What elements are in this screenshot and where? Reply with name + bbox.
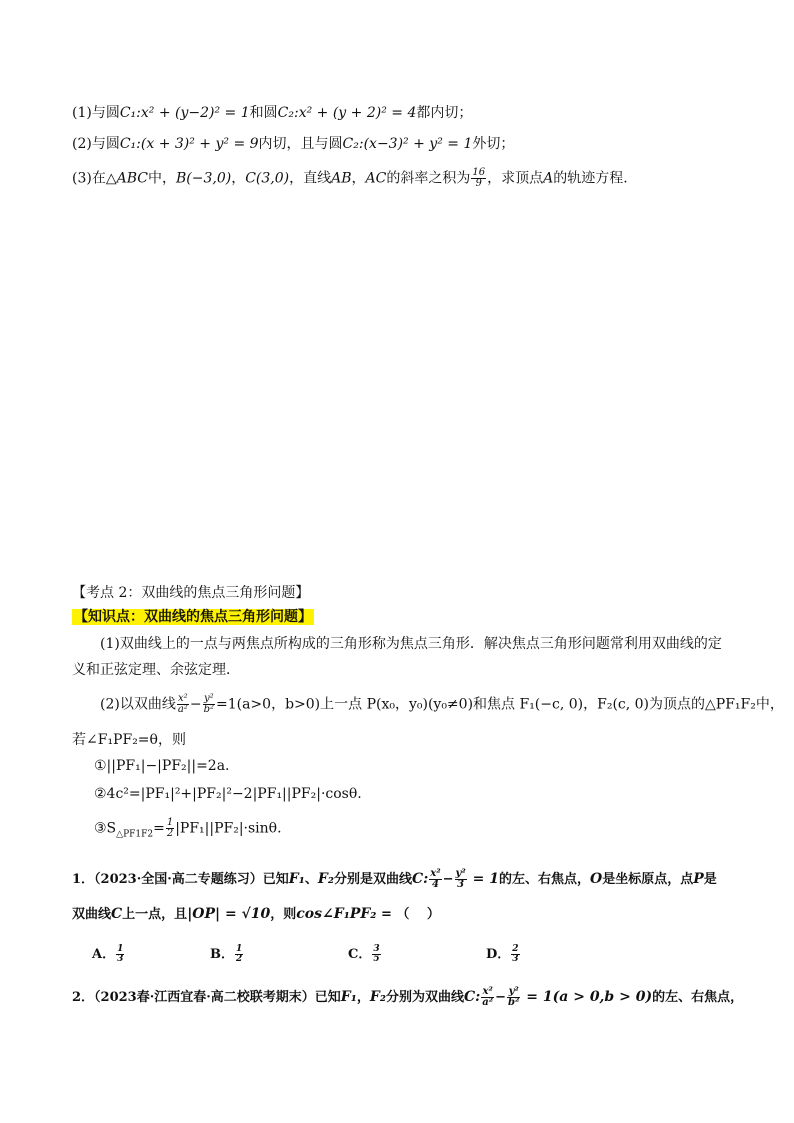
item-1-text-b: 和圆 [249,105,278,121]
knowledge-para-3: 若∠F₁PF₂=θ，则 [72,732,186,748]
item-2-text-c: 外切； [472,136,515,152]
item-3-line-ab: AB [331,170,352,187]
fraction-numerator: y² [455,868,466,879]
item-1 [72,103,472,123]
formula-3-post: |PF₁||PF₂|·sinθ. [175,820,282,837]
q1-text: 双曲线 [72,907,112,922]
kaodian-title: 【考点 2：双曲线的焦点三角形问题】 [72,585,310,601]
item-1-formula-c1: C₁:x² + (y−2)² = 1 [119,105,250,121]
fraction-numerator: x² [178,693,188,704]
fraction-numerator: 2 [512,944,519,954]
q2-text: 2．（2023春·江西宜春·高二校联考期末）已知 [72,990,341,1005]
formula-3-sub: △PF1F2 [116,829,154,840]
fraction-numerator: x² [430,868,441,879]
item-1-text-a: (1)与圆 [72,105,120,121]
q1-point-p: P [693,871,704,887]
q1-curve-c: C: [411,871,429,887]
item-3-text: ， [231,170,246,187]
choice-b-frac [235,945,243,964]
q1-f2: F₂ [317,871,334,887]
item-3-text: ， [351,170,366,187]
q2-text: 的左、右焦点， [652,990,744,1005]
q2-text: 分别为双曲线 [385,990,464,1005]
choice-c-frac [372,945,380,964]
fraction-denominator: b² [508,997,520,1008]
fraction-denominator: a² [482,997,494,1008]
choice-a-frac [116,945,124,964]
item-1-text-c: 都内切； [416,105,473,121]
q1-eq: = 1 [467,871,499,887]
q2-frac-x [481,987,494,1008]
para-2-text-post: =1(a>0，b>0)上一点 P(x₀，y₀)(y₀≠0)和焦点 F₁(−c, 0)，F₂(c, 0)为顶点的△PF₁F₂中， [215,696,784,713]
q1-text: 是 [703,872,717,887]
choice-label: B． [210,947,234,962]
formula-1: ①||PF₁|−|PF₂||=2a. [94,758,230,774]
q1-text: 是坐标原点，点 [602,872,694,887]
fraction-numerator: 16 [472,167,486,178]
fraction-denominator: 5 [373,954,380,964]
knowledge-heading [72,607,314,627]
formula-2: ②4c²=|PF₁|²+|PF₂|²−2|PF₁||PF₂|·cosθ. [94,786,362,802]
q1-f1: F₁ [288,871,305,887]
item-3-vertex-a: A [543,170,554,187]
item-3-text: ，求顶点 [487,170,544,187]
q1-text: 、 [304,872,318,887]
para-2-text: (2)以双曲线 [100,696,176,713]
fraction-denominator: 4 [431,879,439,890]
fraction-numerator: x² [482,986,493,997]
item-3-line-ac: AC [365,170,387,187]
q2-eq: = 1(a > 0,b > 0) [521,989,653,1005]
fraction-denominator: b² [203,704,214,715]
q2-f1: F₁ [340,989,357,1005]
item-3-fraction [471,168,486,189]
item-2-text-b: 内切，且与圆 [258,136,343,152]
q1-curve-c: C [111,906,123,922]
item-3-text: 中， [147,170,176,187]
formula-3-s: ③S [94,820,117,837]
q1-text: 1．（2023·全国·高二专题练习）已知 [72,872,289,887]
choice-d-frac [511,945,519,964]
fraction-denominator: a² [177,704,188,715]
para-2-frac-y [203,694,215,715]
q1-frac-x [429,869,441,890]
choice-b[interactable] [210,943,244,964]
para-2-minus: − [189,696,202,713]
question-1-line-2 [72,904,440,925]
fraction-denominator: 2 [166,828,174,839]
choice-label: A． [92,947,116,962]
fraction-numerator: 1 [117,944,124,954]
choice-label: C． [348,947,372,962]
q2-minus: − [495,990,507,1005]
knowledge-highlight: 【知识点：双曲线的焦点三角形问题】 [74,609,312,625]
choice-d[interactable] [486,943,521,964]
item-3-text: 的轨迹方程. [553,170,628,187]
formula-3 [94,818,282,844]
choice-label: D． [486,947,511,962]
choice-c[interactable] [348,943,382,964]
item-3-text: 的斜率之积为 [386,170,471,187]
knowledge-para-1a: (1)双曲线上的一点与两焦点所构成的三角形称为焦点三角形．解决焦点三角形问题常利用双曲线的定 [100,636,722,652]
para-2-frac-x [177,694,189,715]
fraction-denominator: 3 [117,954,124,964]
q1-cos: cos∠F₁PF₂ [296,906,377,922]
fraction-denominator: 2 [236,954,243,964]
q1-blank: = （ ） [376,907,440,922]
item-3-point-c: C(3,0) [245,170,290,187]
item-2-formula-c2: C₂:(x−3)² + y² = 1 [342,136,473,152]
fraction-numerator: y² [508,986,519,997]
item-3-point-b: B(−3,0) [175,170,232,187]
q2-f2: F₂ [369,989,386,1005]
fraction-denominator: 3 [457,879,465,890]
item-1-formula-c2: C₂:x² + (y + 2)² = 4 [277,105,417,121]
question-1-line-1 [72,869,717,890]
q2-frac-y [507,987,520,1008]
q1-text: 的左、右焦点， [498,872,590,887]
item-3 [72,168,628,189]
fraction-numerator: 1 [166,817,174,828]
formula-3-eq: = [153,820,165,837]
q1-text: 分别是双曲线 [333,872,412,887]
item-2 [72,134,514,154]
q2-text: ， [356,990,370,1005]
item-3-text: ，直线 [289,170,332,187]
item-3-text: (3)在 [72,170,106,187]
fraction-numerator: 3 [373,944,380,954]
q1-text: ，则 [270,907,297,922]
item-2-formula-c1: C₁:(x + 3)² + y² = 9 [119,136,259,152]
fraction-numerator: y² [203,693,214,704]
formula-3-frac [166,818,174,839]
item-3-triangle: △ABC [105,170,148,187]
q1-frac-y [455,869,467,890]
choice-a[interactable] [92,943,125,964]
item-2-text-a: (2)与圆 [72,136,120,152]
fraction-denominator: 3 [512,954,519,964]
q1-op: |OP| = √10 [187,906,271,922]
knowledge-para-2 [100,694,784,715]
fraction-denominator: 9 [475,178,482,189]
q1-origin: O [589,871,603,887]
q1-minus: − [442,872,454,887]
fraction-numerator: 1 [236,944,243,954]
q1-text: 上一点，且 [122,907,188,922]
q2-curve-c: C: [463,989,481,1005]
knowledge-para-1b: 义和正弦定理、余弦定理． [72,662,240,678]
question-2-line-1 [72,987,743,1008]
